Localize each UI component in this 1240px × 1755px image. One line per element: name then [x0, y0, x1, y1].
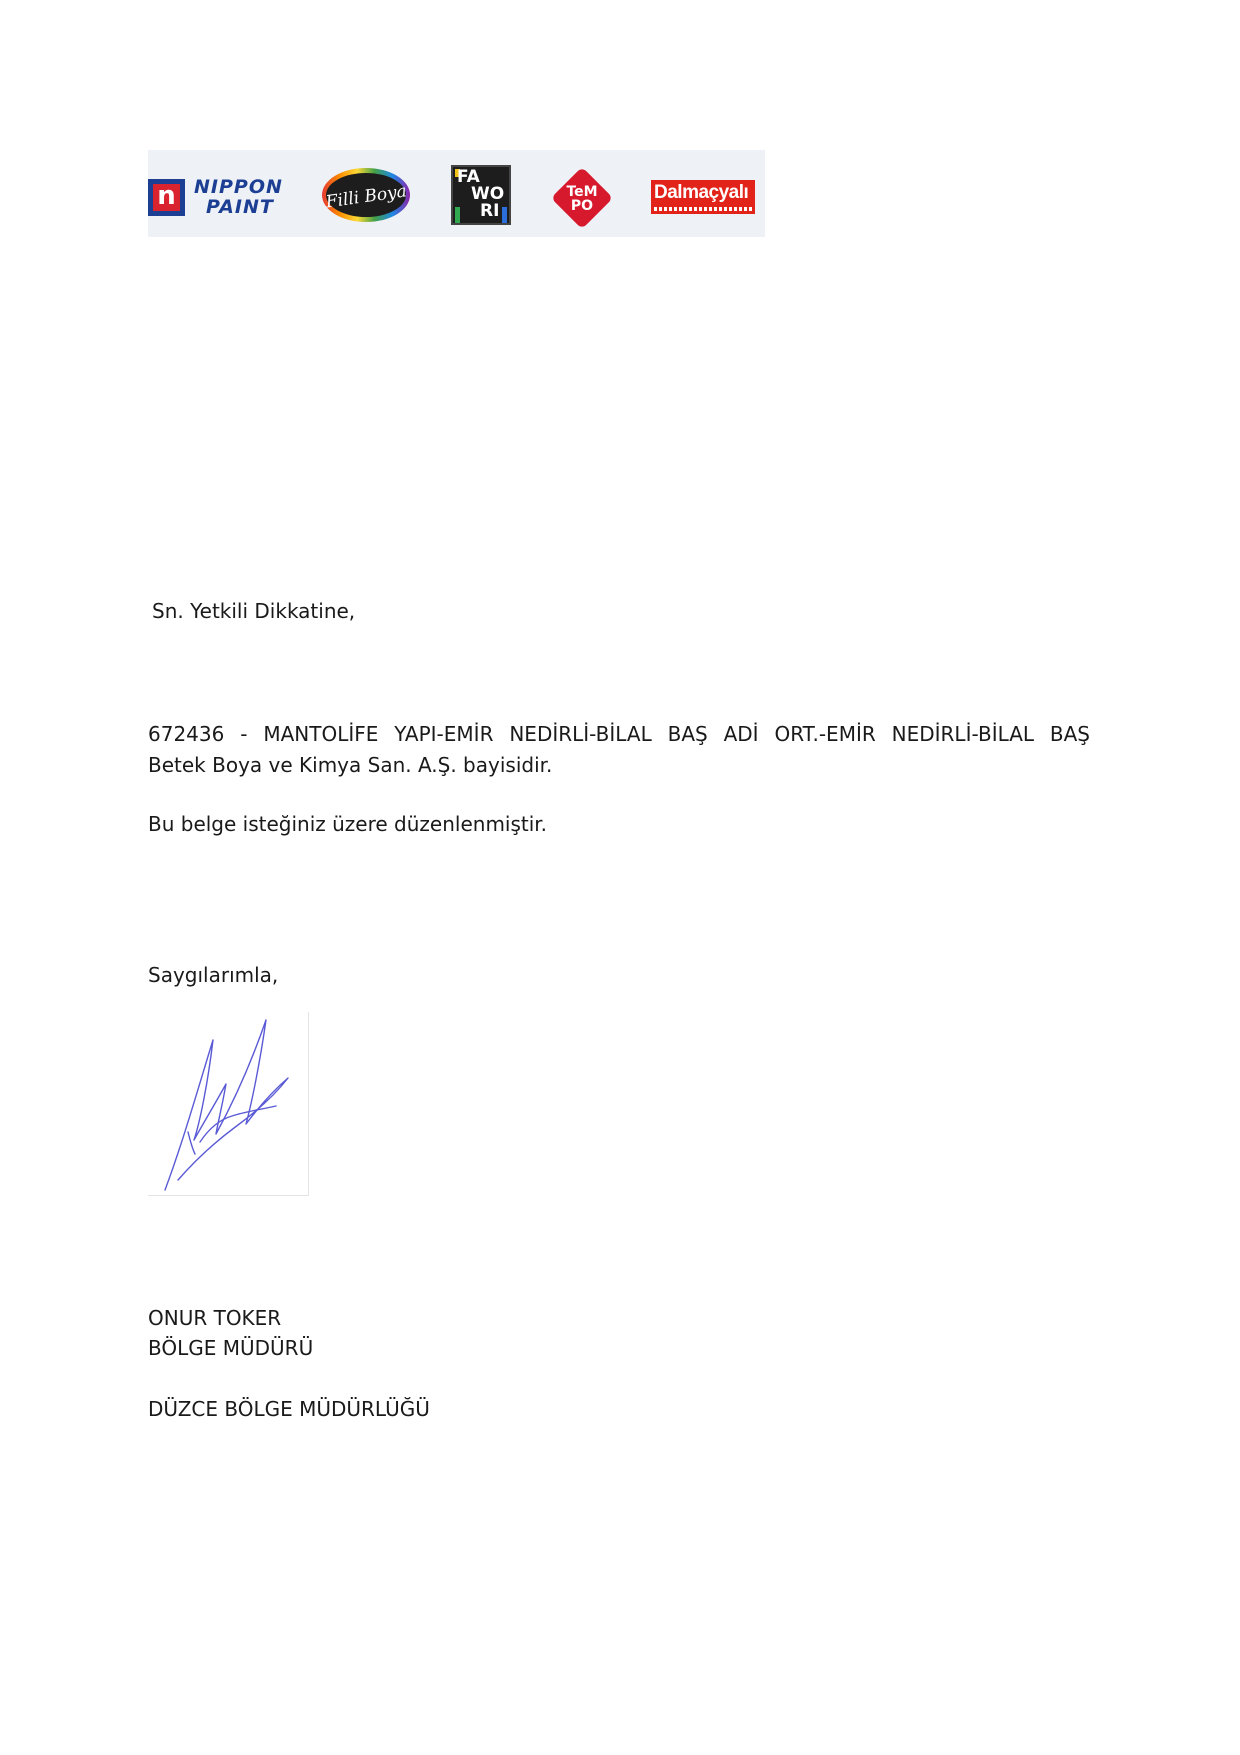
signature-image	[148, 1012, 309, 1196]
letter-body	[148, 719, 1090, 781]
dealer-line: 672436 - MANTOLİFE YAPI-EMİR NEDİRLİ-BİLAL BAŞ ADİ ORT.-EMİR NEDİRLİ-BİLAL BAŞ	[148, 722, 1090, 746]
nippon-mark-letter: n	[153, 184, 180, 211]
filli-boya-logo	[320, 164, 412, 226]
brand-logo-strip	[148, 150, 765, 237]
closing-line: Saygılarımla,	[148, 963, 279, 987]
nippon-mark	[148, 179, 185, 216]
tempo-text-2: PO	[570, 198, 594, 214]
nippon-paint-logo	[148, 177, 296, 217]
company-line: Betek Boya ve Kimya San. A.Ş. bayisidir.	[148, 753, 553, 777]
fawori-text-2: WO	[471, 184, 505, 204]
fawori-green-bar	[455, 207, 460, 223]
purpose-line: Bu belge isteğiniz üzere düzenlenmiştir.	[148, 812, 548, 836]
dalmacyali-tagline-stripe	[654, 207, 752, 211]
nippon-word: NIPPON	[194, 176, 283, 198]
salutation: Sn. Yetkili Dikkatine,	[152, 599, 356, 623]
filli-boya-text: Filli Boya	[324, 181, 408, 213]
dalmacyali-wordmark: Dalmaçyalı	[654, 182, 749, 203]
fawori-logo	[451, 165, 511, 225]
department-name: DÜZCE BÖLGE MÜDÜRLÜĞÜ	[148, 1397, 430, 1421]
paint-word: PAINT	[206, 196, 274, 218]
signer-name: ONUR TOKER	[148, 1306, 282, 1330]
fawori-blue-bar	[502, 207, 507, 223]
fawori-text-3: RI	[480, 201, 500, 221]
dalmacyali-logo	[651, 180, 755, 214]
signer-title: BÖLGE MÜDÜRÜ	[148, 1336, 314, 1360]
tempo-text-1: TeM	[566, 184, 598, 200]
fawori-text-1: FA	[457, 167, 480, 187]
tempo-logo	[546, 162, 618, 234]
